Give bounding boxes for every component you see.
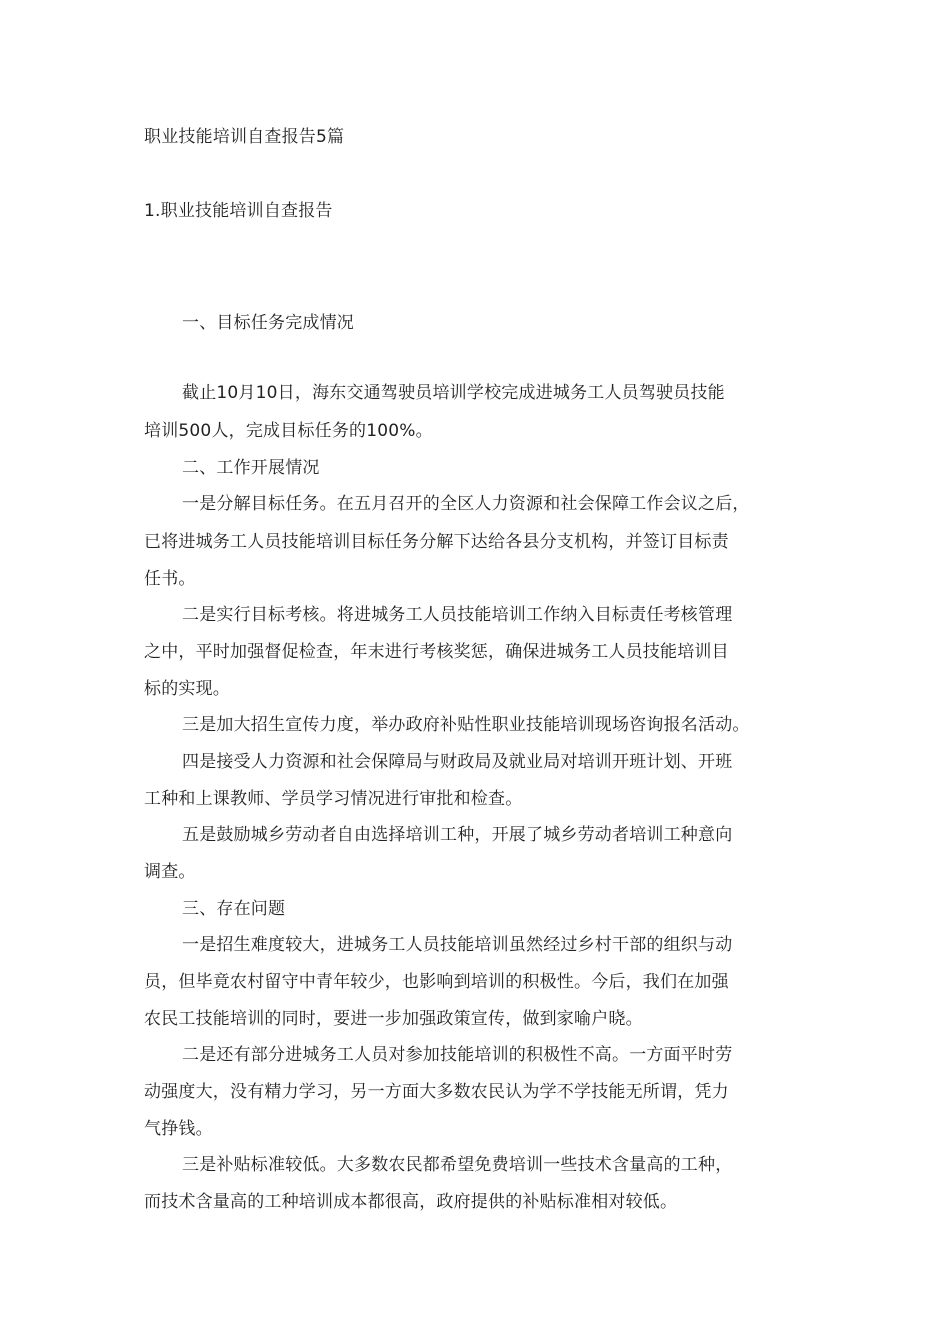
section-heading-2: 二、工作开展情况 xyxy=(182,458,320,478)
paragraph-line: 任书。 xyxy=(144,569,196,589)
paragraph-line: 截止10月10日，海东交通驾驶员培训学校完成进城务工人员驾驶员技能 xyxy=(182,383,725,403)
paragraph-line: 四是接受人力资源和社会保障局与财政局及就业局对培训开班计划、开班 xyxy=(182,752,733,772)
document-title: 职业技能培训自查报告5篇 xyxy=(144,127,345,147)
paragraph-line: 五是鼓励城乡劳动者自由选择培训工种，开展了城乡劳动者培训工种意向 xyxy=(182,825,733,845)
paragraph-line: 已将进城务工人员技能培训目标任务分解下达给各县分支机构，并签订目标责 xyxy=(144,532,729,552)
paragraph-line: 动强度大，没有精力学习，另一方面大多数农民认为学不学技能无所谓，凭力 xyxy=(144,1082,729,1102)
paragraph-line: 工种和上课教师、学员学习情况进行审批和检查。 xyxy=(144,789,523,809)
paragraph-line: 气挣钱。 xyxy=(144,1119,213,1139)
paragraph-line: 之中，平时加强督促检查，年末进行考核奖惩，确保进城务工人员技能培训目 xyxy=(144,642,729,662)
paragraph-line: 一是招生难度较大，进城务工人员技能培训虽然经过乡村干部的组织与动 xyxy=(182,935,733,955)
paragraph-line: 一是分解目标任务。在五月召开的全区人力资源和社会保障工作会议之后， xyxy=(182,494,750,514)
document-subtitle: 1.职业技能培训自查报告 xyxy=(144,201,333,221)
section-heading-1: 一、目标任务完成情况 xyxy=(182,313,354,333)
paragraph-line: 二是实行目标考核。将进城务工人员技能培训工作纳入目标责任考核管理 xyxy=(182,605,733,625)
paragraph-line: 标的实现。 xyxy=(144,679,230,699)
paragraph-line: 二是还有部分进城务工人员对参加技能培训的积极性不高。一方面平时劳 xyxy=(182,1045,733,1065)
paragraph-line: 而技术含量高的工种培训成本都很高，政府提供的补贴标准相对较低。 xyxy=(144,1192,678,1212)
paragraph-line: 三是补贴标准较低。大多数农民都希望免费培训一些技术含量高的工种， xyxy=(182,1155,733,1175)
paragraph-line: 员，但毕竟农村留守中青年较少，也影响到培训的积极性。今后，我们在加强 xyxy=(144,972,729,992)
paragraph-line: 调查。 xyxy=(144,862,196,882)
section-heading-3: 三、存在问题 xyxy=(182,899,286,919)
paragraph-line: 培训500人，完成目标任务的100%。 xyxy=(144,421,433,441)
paragraph-line: 农民工技能培训的同时，要进一步加强政策宣传，做到家喻户晓。 xyxy=(144,1009,643,1029)
paragraph-line: 三是加大招生宣传力度，举办政府补贴性职业技能培训现场咨询报名活动。 xyxy=(182,715,750,735)
